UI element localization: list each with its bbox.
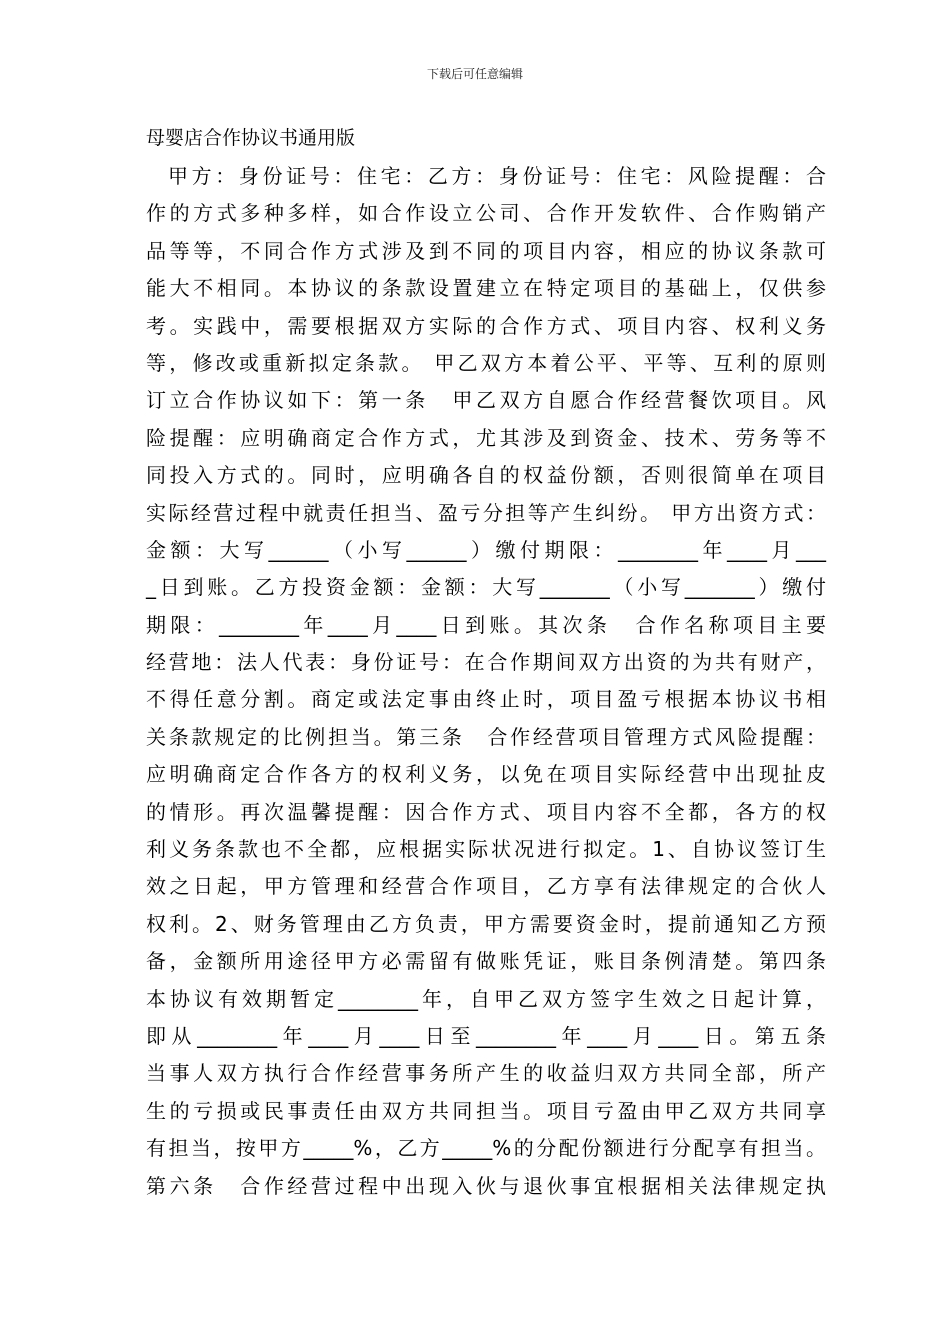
paragraph-line: 能大不相同。本协议的条款设置建立在特定项目的基础上，仅供参: [146, 276, 826, 301]
document-title: 母婴店合作协议书通用版: [146, 127, 356, 149]
paragraph-line: 权利。2、财务管理由乙方负责，甲方需要资金时，提前通知乙方预: [146, 911, 826, 936]
paragraph-line: 效之日起，甲方管理和经营合作项目，乙方享有法律规定的合伙人: [146, 874, 826, 899]
paragraph-line: 实际经营过程中就责任担当、盈亏分担等产生纠纷。 甲方出资方式：: [146, 500, 826, 525]
paragraph-line: 甲方：身份证号：住宅：乙方：身份证号：住宅：风险提醒：合: [168, 164, 826, 188]
paragraph-line: 考。实践中，需要根据双方实际的合作方式、项目内容、权利义务: [146, 313, 826, 338]
paragraph-line: 应明确商定合作各方的权利义务，以免在项目实际经营中出现扯皮: [146, 762, 826, 787]
paragraph-line: 第六条 合作经营过程中出现入伙与退伙事宜根据相关法律规定执: [146, 1173, 826, 1198]
paragraph-line: _日到账。乙方投资金额：金额：大写_______（小写_______）缴付: [146, 575, 826, 600]
paragraph-line: 备，金额所用途径甲方必需留有做账凭证，账目条例清楚。第四条: [146, 949, 826, 974]
paragraph-line: 订立合作协议如下：第一条 甲乙双方自愿合作经营餐饮项目。风: [146, 388, 826, 413]
paragraph-line: 生的亏损或民事责任由双方共同担当。项目亏盈由甲乙双方共同享: [146, 1098, 826, 1123]
paragraph-line: 等，修改或重新拟定条款。 甲乙双方本着公平、平等、互利的原则: [146, 350, 826, 375]
paragraph-line: 关条款规定的比例担当。第三条 合作经营项目管理方式风险提醒：: [146, 724, 826, 749]
paragraph-line: 利义务条款也不全都，应根据实际状况进行拟定。1、自协议签订生: [146, 837, 826, 862]
paragraph-line: 不得任意分割。商定或法定事由终止时，项目盈亏根据本协议书相: [146, 687, 826, 712]
paragraph-line: 当事人双方执行合作经营事务所产生的收益归双方共同全部，所产: [146, 1061, 826, 1086]
paragraph-line: 有担当，按甲方_____%，乙方_____%的分配份额进行分配享有担当。: [146, 1136, 826, 1161]
paragraph-line: 同投入方式的。同时，应明确各自的权益份额，否则很简单在项目: [146, 463, 826, 488]
page-header-note: 下载后可任意编辑: [426, 67, 523, 81]
paragraph-line: 品等等，不同合作方式涉及到不同的项目内容，相应的协议条款可: [146, 238, 826, 263]
document-body: [146, 158, 826, 1205]
paragraph-line: 本协议有效期暂定________年，自甲乙双方签字生效之日起计算，: [146, 986, 826, 1011]
paragraph-line: 期限：________年____月____日到账。其次条 合作名称项目主要: [146, 612, 826, 637]
paragraph-line: 金额：大写______（小写______）缴付期限：________年____月___: [146, 537, 826, 562]
paragraph-line: 即从________年____月____日至________年____月____日。第五条: [146, 1023, 826, 1048]
paragraph-line: 的情形。再次温馨提醒：因合作方式、项目内容不全都，各方的权: [146, 799, 826, 824]
paragraph-line: 作的方式多种多样，如合作设立公司、合作开发软件、合作购销产: [146, 201, 826, 226]
paragraph-line: 经营地：法人代表：身份证号：在合作期间双方出资的为共有财产，: [146, 650, 826, 675]
paragraph-line: 险提醒：应明确商定合作方式，尤其涉及到资金、技术、劳务等不: [146, 425, 826, 450]
